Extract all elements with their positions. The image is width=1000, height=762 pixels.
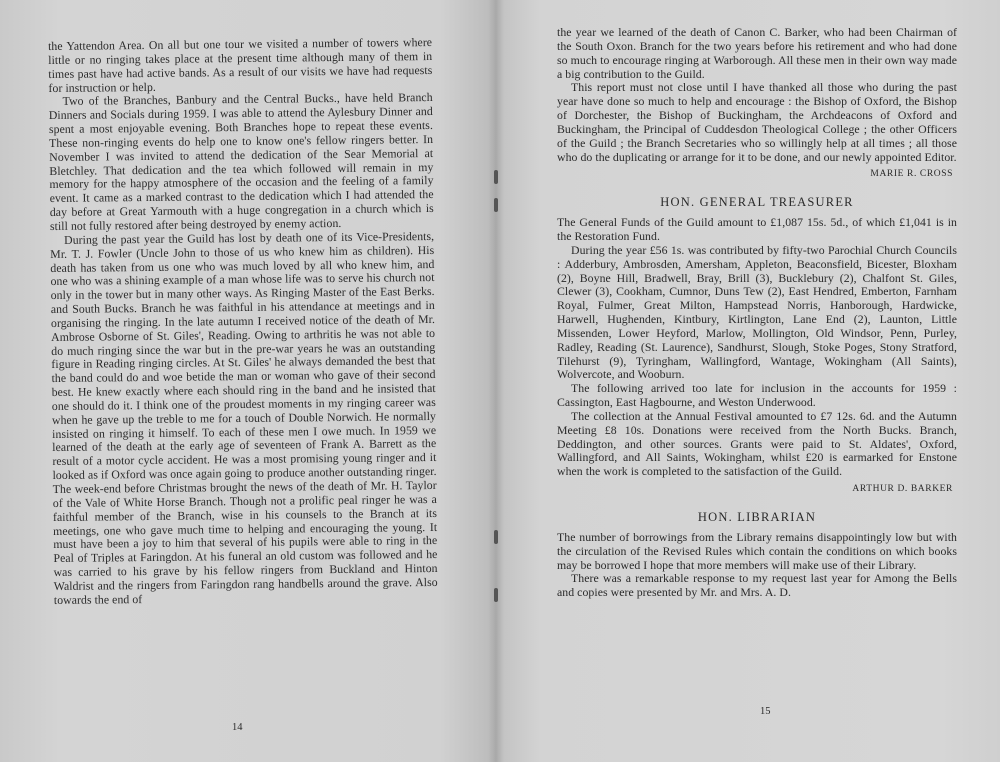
binding-staple-top bbox=[494, 170, 498, 184]
left-page-body bbox=[48, 36, 438, 608]
treasurer-paragraph-3: The following arrived too late for inclusion in the accounts for 1959 : Cassington, East Hagbourne, and Weston Underwood. bbox=[557, 381, 957, 410]
librarian-paragraph-2: There was a remarkable response to my request last year for Among the Bells and copies were presented by Mr. and Mrs. A. D. bbox=[557, 571, 957, 600]
right-page bbox=[505, 0, 1000, 762]
treasurer-paragraph-1: The General Funds of the Guild amount to £1,087 15s. 5d., of which £1,041 is in the Restoration Fund. bbox=[557, 215, 957, 243]
right-page-body bbox=[557, 26, 957, 600]
treasurer-paragraph-2: During the year £56 1s. was contributed by fifty-two Parochial Church Councils : Adderbury, Ambrosden, Amersham, Appleton, Beaconsfield, Bicester, Bloxham (2), Boyne Hill, Bradwell, Bray, Brill (3), Bucklebury (2), Chalfont St. Giles, Clewer (3), Cookham, Cumnor, Duns Tew (2), East Hendred, Emberton, Farnham Royal, Fulmer, Great Milton, Hampstead Norris, Hanborough, Hardwicke, Harwell, Hughenden, Kintbury, Kirtlington, Lane End (2), Launton, Little Missenden, Lower Heyford, Marlow, Mollington, Old Windsor, Penn, Purley, Radley, Reading (St. Laurence), Sandhurst, Slough, Stoke Poges, Stony Stratford, Tilehurst (9), Tyringham, Wallingford, Wantage, Wokingham (All Saints), Wolvercote, and Wooburn. bbox=[557, 242, 957, 382]
signature-marie-cross: MARIE R. CROSS bbox=[870, 169, 953, 180]
binding-staple-middle bbox=[494, 198, 498, 212]
left-paragraph-1: the Yattendon Area. On all but one tour we visited a number of towers where little or no ringing takes place at the present time although many of them in times past have had active bands. As a result of our visits we have had requests for instruction or help. bbox=[47, 34, 433, 95]
heading-librarian: HON. LIBRARIAN bbox=[697, 510, 817, 524]
left-page bbox=[0, 0, 490, 762]
binding-staple-lower bbox=[494, 530, 498, 544]
left-paragraph-2: Two of the Branches, Banbury and the Central Bucks., have held Branch Dinners and Socials during 1959. I was able to attend the Aylesbury Dinner and spent a most enjoyable evening. Both Branches hope to repeat these events. These non-ringing events do help one to know one's fellow ringers better. In November I was invited to attend the dedication of the Sear Memorial at Bletchley. That dedication and the tea which followed will remain in my memory for the happy atmosphere of the occasion and the feeling of a family event. It came as a marked contrast to the dedication which I had attended the day before at Great Yarmouth with a huge congregation in a church which is still not fully restored after being destroyed by enemy action. bbox=[48, 90, 434, 233]
binding-staple-bottom bbox=[494, 588, 498, 602]
page-number-left: 14 bbox=[232, 722, 243, 733]
treasurer-paragraph-4: The collection at the Annual Festival amounted to £7 12s. 6d. and the Autumn Meeting £8 10s. Donations were received from the North Bucks. Branch, Deddington, and other sources. Grants were paid to St. Aldates', Oxford, Wallingford, and All Saints, Wokingham, whilst £20 is earmarked for Enstone when the work is completed to the satisfaction of the Guild. bbox=[557, 408, 957, 479]
signature-arthur-barker: ARTHUR D. BARKER bbox=[852, 484, 953, 495]
left-paragraph-3: During the past year the Guild has lost by death one of its Vice-Presidents, Mr. T. J. Fowler (Uncle John to those of us who knew him as children). His death has taken from us one who was much loved by all who knew him, and one who was a shining example of a man whose life was to serve his church not only in the tower but in many other ways. As Ringing Master of the East Berks. and South Bucks. Branch he was faithful in his attendance at meetings and in organising the ringing. In the late autumn I received notice of the death of Mr. Ambrose Osborne of St. Giles', Reading. Owing to arthritis he was not able to do much ringing since the war but in the pre-war years he was an outstanding figure in Reading ringing circles. At St. Giles' he always demanded the best that the band could do and woe betide the man or woman who gave of their second best. He knew exactly where each should ring in the band and he insisted that one should do it. I think one of the proudest moments in my ringing career was when he gave up the treble to me for a touch of Double Norwich. He normally insisted on ringing it himself. To each of these men I owe much. In 1959 we learned of the death at the early age of seventeen of Frank A. Barrett as the result of a motor cycle accident. He was a most promising young ringer and it looked as if Oxford was once again going to produce another outstanding ringer. The week-end before Christmas brought the news of the death of Mr. H. Taylor of the Vale of White Horse Branch. Though not a prolific peal ringer he was a faithful member of the Branch, wise in his counsels to the Branch at its meetings, one who gave much time to helping and encouraging the young. It must have been a joy to him that several of his pupils were able to ring in the Peal of Triples at Faringdon. At his funeral an old custom was followed and he was carried to his grave by his fellow ringers from Buckland and Hinton Waldrist and the ringers from Faringdon rang handbells around the grave. Also towards the end of bbox=[50, 228, 438, 607]
page-number-right: 15 bbox=[760, 706, 771, 717]
heading-treasurer: HON. GENERAL TREASURER bbox=[660, 195, 854, 210]
right-intro-paragraph-1: the year we learned of the death of Canon C. Barker, who had been Chairman of the South Oxon. Branch for the two years before his retirement and who had done so much to encourage ringing at Warborough. All these men in their own way made a big contribution to the Guild. bbox=[557, 25, 957, 81]
right-intro-paragraph-2: This report must not close until I have thanked all those who during the past year have done so much to help and encourage : the Bishop of Oxford, the Bishop of Dorchester, the Bishop of Buckingham, the Archdeacons of Oxford and Buckingham, the Principal of Cuddesdon Theological College ; the other Officers of the Guild ; the Branch Secretaries who so willingly help at all times ; all those who do the duplicating or arrange for it to be done, and our newly appointed Editor. bbox=[557, 80, 957, 164]
librarian-paragraph-1: The number of borrowings from the Library remains disappointingly low but with the circulation of the Revised Rules which contain the conditions on which books may be borrowed I hope that more members will make use of their Library. bbox=[557, 529, 957, 572]
